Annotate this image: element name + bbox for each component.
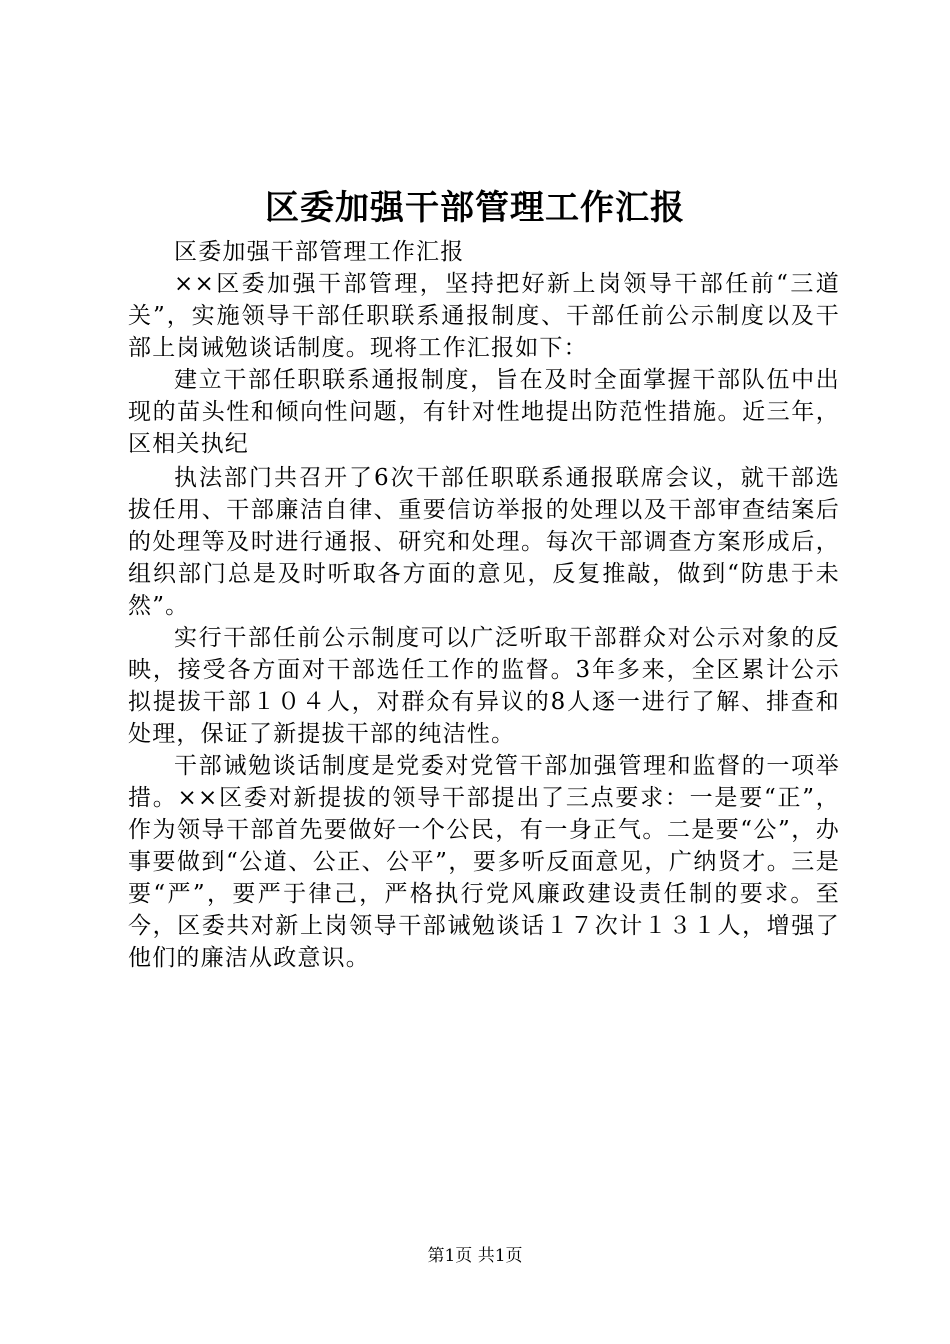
paragraph-joint-meetings: 执法部门共召开了6次干部任职联系通报联席会议，就干部选拔任用、干部廉洁自律、重要信访举报的处理以及干部审查结案后的处理等及时进行通报、研究和处理。每次干部调查方案形成后，组织部门总是及时听取各方面的意见，反复推敲，做到“防患于未然”。 (128, 465, 840, 619)
document-title: 区委加强干部管理工作汇报 (265, 188, 685, 228)
document-body (128, 236, 840, 974)
paragraph-notification-system: 建立干部任职联系通报制度，旨在及时全面掌握干部队伍中出现的苗头性和倾向性问题，有针对性地提出防范性措施。近三年，区相关执纪 (128, 367, 840, 457)
paragraph-public-notice: 实行干部任前公示制度可以广泛听取干部群众对公示对象的反映，接受各方面对干部选任工作的监督。3年多来，全区累计公示拟提拔干部１０４人，对群众有异议的8人逐一进行了解、排查和处理，保证了新提拔干部的纯洁性。 (128, 625, 840, 747)
paragraph-subtitle: 区委加强干部管理工作汇报 (174, 239, 465, 265)
paragraph-intro: ××区委加强干部管理，坚持把好新上岗领导干部任前“三道关”，实施领导干部任职联系通报制度、干部任前公示制度以及干部上岗诫勉谈话制度。现将工作汇报如下： (128, 271, 840, 361)
page-footer: 第1页 共1页 (427, 1246, 523, 1266)
paragraph-admonition-talks: 干部诫勉谈话制度是党委对党管干部加强管理和监督的一项举措。××区委对新提拔的领导干部提出了三点要求：一是要“正”，作为领导干部首先要做好一个公民，有一身正气。二是要“公”，办事要做到“公道、公正、公平”，要多听反面意见，广纳贤才。三是要“严”，要严于律己，严格执行党风廉政建设责任制的要求。至今，区委共对新上岗领导干部诫勉谈话１７次计１３１人，增强了他们的廉洁从政意识。 (128, 753, 840, 971)
